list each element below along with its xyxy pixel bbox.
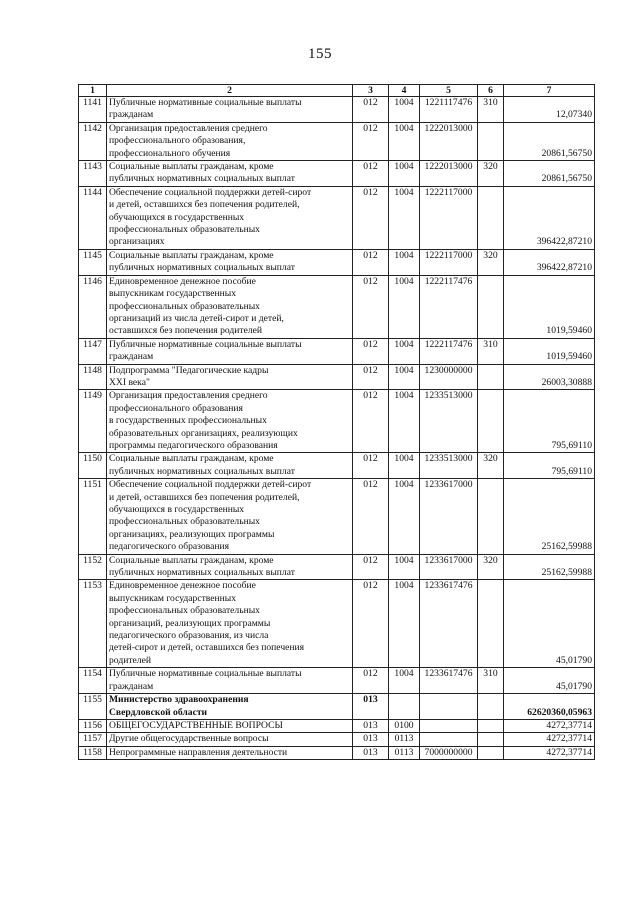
row-expense-type-code: 320 <box>478 453 504 479</box>
table-row <box>79 364 595 390</box>
column-header: 5 <box>420 85 478 97</box>
row-amount: 4272,37714 <box>504 746 595 759</box>
table-row <box>79 694 595 720</box>
row-admin-code: 012 <box>353 453 389 479</box>
row-target-article-code: 1233617476 <box>420 580 478 668</box>
column-header: 2 <box>107 85 353 97</box>
row-expense-type-code <box>478 580 504 668</box>
row-number: 1152 <box>79 554 107 580</box>
row-number: 1146 <box>79 275 107 338</box>
row-target-article-code: 1233617000 <box>420 479 478 554</box>
row-target-article-code <box>420 733 478 746</box>
row-description: Подпрограмма "Педагогические кадры XXI века" <box>107 364 353 390</box>
table-body <box>79 97 595 760</box>
row-admin-code: 012 <box>353 479 389 554</box>
row-number: 1150 <box>79 453 107 479</box>
table-row <box>79 719 595 732</box>
table-row <box>79 733 595 746</box>
row-admin-code: 012 <box>353 161 389 187</box>
row-target-article-code: 1222117000 <box>420 186 478 249</box>
row-description: Непрограммные направления деятельности <box>107 746 353 759</box>
row-expense-type-code <box>478 719 504 732</box>
row-amount: 1019,59460 <box>504 275 595 338</box>
row-number: 1157 <box>79 733 107 746</box>
row-amount: 26003,30888 <box>504 364 595 390</box>
row-target-article-code: 1233513000 <box>420 453 478 479</box>
row-number: 1141 <box>79 97 107 123</box>
row-number: 1153 <box>79 580 107 668</box>
row-target-article-code: 1222117000 <box>420 249 478 275</box>
row-description: Организация предоставления среднего профессионального образования, профессионального обучения <box>107 122 353 160</box>
row-section-code: 1004 <box>389 161 420 187</box>
row-expense-type-code: 310 <box>478 97 504 123</box>
row-amount: 45,01790 <box>504 580 595 668</box>
row-expense-type-code: 310 <box>478 338 504 364</box>
row-target-article-code: 1222013000 <box>420 122 478 160</box>
row-amount: 4272,37714 <box>504 719 595 732</box>
row-target-article-code: 1233617000 <box>420 554 478 580</box>
row-section-code: 1004 <box>389 97 420 123</box>
row-description: Обеспечение социальной поддержки детей-сирот и детей, оставшихся без попечения родителей, обучающихся в государственных профессиональных образовательных организациях <box>107 186 353 249</box>
column-header: 4 <box>389 85 420 97</box>
row-description: Публичные нормативные социальные выплаты гражданам <box>107 668 353 694</box>
row-admin-code: 012 <box>353 97 389 123</box>
row-amount: 25162,59988 <box>504 554 595 580</box>
row-section-code: 1004 <box>389 479 420 554</box>
table-row <box>79 338 595 364</box>
row-amount: 396422,87210 <box>504 186 595 249</box>
row-amount: 1019,59460 <box>504 338 595 364</box>
table-row <box>79 275 595 338</box>
table-row <box>79 479 595 554</box>
row-admin-code: 012 <box>353 338 389 364</box>
row-expense-type-code <box>478 733 504 746</box>
row-section-code: 1004 <box>389 186 420 249</box>
row-admin-code: 013 <box>353 719 389 732</box>
row-section-code <box>389 694 420 720</box>
row-number: 1143 <box>79 161 107 187</box>
row-target-article-code: 1230000000 <box>420 364 478 390</box>
row-section-code: 1004 <box>389 580 420 668</box>
row-target-article-code: 1221117476 <box>420 97 478 123</box>
row-section-code: 0113 <box>389 733 420 746</box>
column-header: 6 <box>478 85 504 97</box>
row-description: Социальные выплаты гражданам, кроме публичных нормативных социальных выплат <box>107 554 353 580</box>
row-description: Публичные нормативные социальные выплаты гражданам <box>107 97 353 123</box>
row-expense-type-code: 310 <box>478 668 504 694</box>
table-row <box>79 186 595 249</box>
row-admin-code: 012 <box>353 122 389 160</box>
row-amount: 20861,56750 <box>504 122 595 160</box>
row-number: 1148 <box>79 364 107 390</box>
row-admin-code: 012 <box>353 186 389 249</box>
row-description: Социальные выплаты гражданам, кроме публичных нормативных социальных выплат <box>107 453 353 479</box>
row-expense-type-code <box>478 275 504 338</box>
row-number: 1144 <box>79 186 107 249</box>
row-target-article-code: 1222117476 <box>420 338 478 364</box>
row-admin-code: 013 <box>353 694 389 720</box>
column-header: 3 <box>353 85 389 97</box>
row-amount: 12,07340 <box>504 97 595 123</box>
row-admin-code: 013 <box>353 733 389 746</box>
row-admin-code: 012 <box>353 275 389 338</box>
row-section-code: 1004 <box>389 338 420 364</box>
row-description: Социальные выплаты гражданам, кроме публичных нормативных социальных выплат <box>107 161 353 187</box>
row-description: Министерство здравоохранения Свердловской области <box>107 694 353 720</box>
row-expense-type-code: 320 <box>478 554 504 580</box>
row-target-article-code: 1233617476 <box>420 668 478 694</box>
page-number: 155 <box>308 46 332 62</box>
row-admin-code: 013 <box>353 746 389 759</box>
row-number: 1145 <box>79 249 107 275</box>
row-section-code: 1004 <box>389 249 420 275</box>
row-section-code: 0113 <box>389 746 420 759</box>
row-section-code: 1004 <box>389 554 420 580</box>
row-section-code: 1004 <box>389 275 420 338</box>
table-row <box>79 390 595 453</box>
row-target-article-code <box>420 694 478 720</box>
row-amount: 20861,56750 <box>504 161 595 187</box>
row-target-article-code: 1233513000 <box>420 390 478 453</box>
row-number: 1155 <box>79 694 107 720</box>
row-amount: 795,69110 <box>504 390 595 453</box>
row-amount: 795,69110 <box>504 453 595 479</box>
table-row <box>79 97 595 123</box>
row-number: 1149 <box>79 390 107 453</box>
row-description: ОБЩЕГОСУДАРСТВЕННЫЕ ВОПРОСЫ <box>107 719 353 732</box>
row-amount: 25162,59988 <box>504 479 595 554</box>
table-row <box>79 453 595 479</box>
row-section-code: 1004 <box>389 390 420 453</box>
table-row <box>79 580 595 668</box>
column-header: 7 <box>504 85 595 97</box>
row-expense-type-code: 320 <box>478 249 504 275</box>
row-number: 1151 <box>79 479 107 554</box>
row-target-article-code: 7000000000 <box>420 746 478 759</box>
row-admin-code: 012 <box>353 249 389 275</box>
row-expense-type-code <box>478 746 504 759</box>
row-expense-type-code <box>478 364 504 390</box>
row-description: Другие общегосударственные вопросы <box>107 733 353 746</box>
row-amount: 62620360,05963 <box>504 694 595 720</box>
row-number: 1156 <box>79 719 107 732</box>
row-admin-code: 012 <box>353 668 389 694</box>
row-section-code: 1004 <box>389 453 420 479</box>
table-row <box>79 554 595 580</box>
row-description: Социальные выплаты гражданам, кроме публичных нормативных социальных выплат <box>107 249 353 275</box>
row-section-code: 1004 <box>389 122 420 160</box>
column-number-row <box>79 85 595 97</box>
row-number: 1158 <box>79 746 107 759</box>
row-number: 1147 <box>79 338 107 364</box>
row-section-code: 0100 <box>389 719 420 732</box>
row-number: 1142 <box>79 122 107 160</box>
row-description: Единовременное денежное пособие выпускникам государственных профессиональных образовательных организаций из числа детей-сирот и детей, оставшихся без попечения родителей <box>107 275 353 338</box>
row-admin-code: 012 <box>353 364 389 390</box>
row-target-article-code: 1222117476 <box>420 275 478 338</box>
table-row <box>79 122 595 160</box>
row-section-code: 1004 <box>389 364 420 390</box>
row-amount: 45,01790 <box>504 668 595 694</box>
row-number: 1154 <box>79 668 107 694</box>
row-description: Публичные нормативные социальные выплаты гражданам <box>107 338 353 364</box>
table-row <box>79 668 595 694</box>
row-admin-code: 012 <box>353 580 389 668</box>
row-section-code: 1004 <box>389 668 420 694</box>
row-description: Организация предоставления среднего профессионального образования в государственных профессиональных образовательных организациях, реализующих программы педагогического образования <box>107 390 353 453</box>
table-row <box>79 746 595 759</box>
row-amount: 4272,37714 <box>504 733 595 746</box>
row-expense-type-code <box>478 390 504 453</box>
table-row <box>79 161 595 187</box>
row-admin-code: 012 <box>353 554 389 580</box>
row-target-article-code: 1222013000 <box>420 161 478 187</box>
budget-table <box>78 84 595 760</box>
row-description: Обеспечение социальной поддержки детей-сирот и детей, оставшихся без попечения родителей, обучающихся в государственных профессиональных образовательных организациях, реализующих программы педагогического образования <box>107 479 353 554</box>
row-expense-type-code <box>478 694 504 720</box>
row-expense-type-code <box>478 122 504 160</box>
row-amount: 396422,87210 <box>504 249 595 275</box>
column-header: 1 <box>79 85 107 97</box>
row-admin-code: 012 <box>353 390 389 453</box>
row-expense-type-code: 320 <box>478 161 504 187</box>
row-description: Единовременное денежное пособие выпускникам государственных профессиональных образовательных организаций, реализующих программы педагогического образования, из числа детей-сирот и детей, оставшихся без попечения родителей <box>107 580 353 668</box>
row-expense-type-code <box>478 479 504 554</box>
row-expense-type-code <box>478 186 504 249</box>
row-target-article-code <box>420 719 478 732</box>
table-row <box>79 249 595 275</box>
